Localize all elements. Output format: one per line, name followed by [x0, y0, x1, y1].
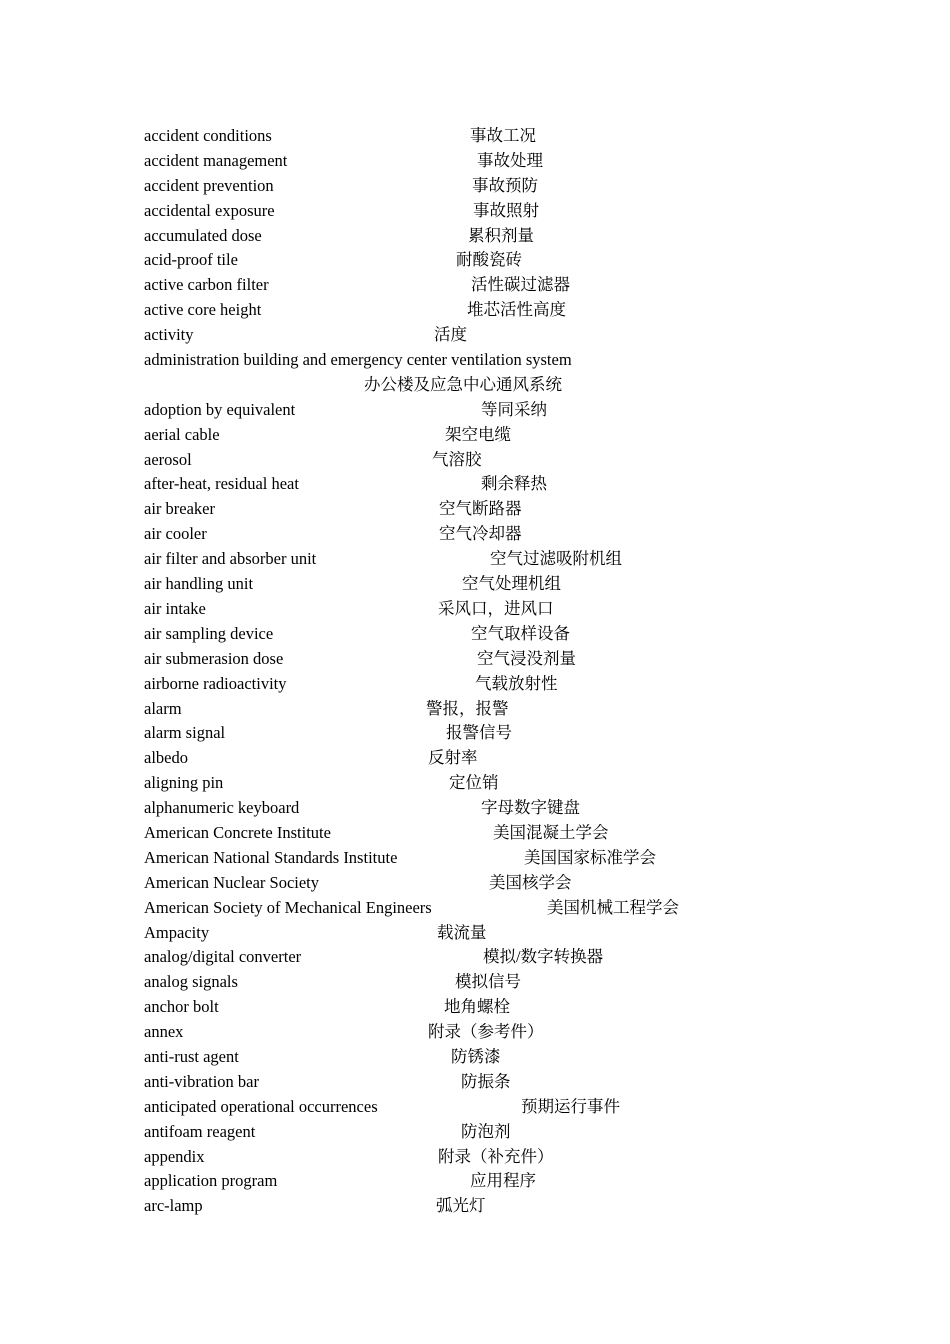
glossary-entry [144, 1145, 844, 1170]
glossary-entry [144, 1020, 844, 1045]
chinese-term: 美国国家标准学会 [524, 847, 656, 867]
chinese-term: 采风口，进风口 [438, 598, 554, 618]
glossary-entry [144, 149, 844, 174]
glossary-entry [144, 547, 844, 572]
english-term: analog/digital converter [144, 947, 302, 967]
english-term: accident conditions [144, 126, 272, 145]
chinese-term: 附录（参考件） [428, 1022, 544, 1042]
english-term: activity [144, 325, 194, 345]
glossary-entry [144, 1070, 844, 1095]
english-term: arc-lamp [144, 1196, 203, 1216]
english-term: appendix [144, 1146, 205, 1166]
english-term: after-heat, residual heat [144, 474, 299, 494]
english-term: active core height [144, 300, 262, 320]
english-term: American Concrete Institute [144, 822, 331, 842]
glossary-entry [144, 174, 844, 199]
english-term: analog signals [144, 972, 238, 992]
glossary-entry [144, 995, 844, 1020]
english-term: anticipated operational occurrences [144, 1096, 378, 1116]
glossary-entry [144, 1095, 844, 1120]
glossary-entry [144, 871, 844, 896]
glossary-entry [144, 672, 844, 697]
chinese-term: 气溶胶 [432, 449, 482, 469]
chinese-term: 活性碳过滤器 [471, 275, 570, 295]
english-term: air sampling device [144, 623, 274, 643]
glossary-entry [144, 497, 844, 522]
glossary-list [144, 124, 844, 1219]
chinese-term: 累积剂量 [468, 225, 534, 245]
chinese-term: 等同采纳 [481, 399, 547, 419]
glossary-entry [144, 1194, 844, 1219]
chinese-term: 事故照射 [473, 200, 539, 220]
chinese-term: 美国核学会 [489, 872, 572, 892]
english-term: American Society of Mechanical Engineers [144, 897, 432, 917]
chinese-term: 活度 [434, 325, 467, 345]
english-term: aerosol [144, 449, 192, 469]
english-term: airborne radioactivity [144, 673, 287, 693]
glossary-entry [144, 199, 844, 224]
glossary-entry [144, 522, 844, 547]
glossary-entry [144, 1169, 844, 1194]
english-term: alarm [144, 698, 182, 718]
chinese-term: 应用程序 [470, 1171, 536, 1191]
english-term: albedo [144, 748, 188, 768]
chinese-term: 载流量 [437, 922, 487, 942]
chinese-term: 警报，报警 [426, 698, 509, 718]
chinese-term: 气载放射性 [475, 673, 558, 693]
glossary-entry [144, 398, 844, 423]
chinese-term: 模拟/数字转换器 [483, 947, 604, 967]
chinese-term: 空气过滤吸附机组 [490, 549, 622, 569]
glossary-entry [144, 1120, 844, 1145]
chinese-term: 办公楼及应急中心通风系统 [364, 374, 562, 394]
glossary-entry [144, 124, 844, 149]
chinese-term: 空气浸没剂量 [477, 648, 576, 668]
glossary-entry [144, 921, 844, 946]
chinese-term: 空气取样设备 [471, 623, 570, 643]
glossary-entry [144, 348, 844, 398]
glossary-entry [144, 1045, 844, 1070]
glossary-entry [144, 796, 844, 821]
english-term: aligning pin [144, 773, 224, 793]
chinese-term: 字母数字键盘 [481, 798, 580, 818]
english-term: anti-vibration bar [144, 1071, 260, 1091]
chinese-term: 架空电缆 [445, 424, 511, 444]
chinese-term: 模拟信号 [455, 972, 521, 992]
glossary-entry [144, 323, 844, 348]
english-term: accumulated dose [144, 225, 262, 245]
glossary-entry [144, 448, 844, 473]
english-term: air submerasion dose [144, 648, 284, 668]
glossary-entry [144, 298, 844, 323]
english-term: anti-rust agent [144, 1046, 239, 1066]
glossary-entry [144, 896, 844, 921]
chinese-term: 事故预防 [472, 175, 538, 195]
glossary-entry [144, 647, 844, 672]
english-term: administration building and emergency center ventilation system [144, 350, 572, 370]
english-term: antifoam reagent [144, 1121, 256, 1141]
chinese-term: 预期运行事件 [521, 1096, 620, 1116]
glossary-entry [144, 970, 844, 995]
chinese-term: 地角螺栓 [444, 997, 510, 1017]
english-term: American National Standards Institute [144, 847, 398, 867]
glossary-entry [144, 472, 844, 497]
english-term: American Nuclear Society [144, 872, 320, 892]
english-term: adoption by equivalent [144, 399, 296, 419]
chinese-term: 附录（补充件） [438, 1146, 554, 1166]
chinese-term: 事故工况 [470, 126, 536, 145]
english-term: accident prevention [144, 175, 274, 195]
glossary-entry [144, 821, 844, 846]
chinese-term: 美国混凝土学会 [493, 822, 609, 842]
chinese-term: 空气处理机组 [462, 574, 561, 594]
english-term: air intake [144, 598, 206, 618]
chinese-term: 空气冷却器 [439, 524, 522, 544]
chinese-term: 耐酸瓷砖 [456, 250, 522, 270]
chinese-term: 防锈漆 [451, 1046, 501, 1066]
glossary-entry [144, 248, 844, 273]
glossary-entry [144, 423, 844, 448]
chinese-term: 反射率 [428, 748, 478, 768]
glossary-entry [144, 224, 844, 249]
english-term: annex [144, 1022, 184, 1042]
english-term: air breaker [144, 499, 215, 519]
chinese-term: 报警信号 [446, 723, 512, 743]
glossary-entry [144, 771, 844, 796]
glossary-entry [144, 697, 844, 722]
english-term: application program [144, 1171, 278, 1191]
chinese-term: 定位销 [449, 773, 499, 793]
chinese-term: 弧光灯 [436, 1196, 486, 1216]
glossary-entry [144, 945, 844, 970]
chinese-term: 防泡剂 [461, 1121, 511, 1141]
english-term: accident management [144, 150, 288, 170]
glossary-entry [144, 846, 844, 871]
chinese-term: 事故处理 [477, 150, 543, 170]
glossary-entry [144, 273, 844, 298]
chinese-term: 空气断路器 [439, 499, 522, 519]
glossary-entry [144, 746, 844, 771]
glossary-entry [144, 622, 844, 647]
chinese-term: 剩余释热 [481, 474, 547, 494]
english-term: Ampacity [144, 922, 210, 942]
english-term: accidental exposure [144, 200, 275, 220]
chinese-term: 美国机械工程学会 [547, 897, 679, 917]
english-term: acid-proof tile [144, 250, 238, 270]
chinese-term: 堆芯活性高度 [467, 300, 566, 320]
glossary-entry [144, 572, 844, 597]
english-term: aerial cable [144, 424, 220, 444]
english-term: anchor bolt [144, 997, 219, 1017]
english-term: air cooler [144, 524, 207, 544]
english-term: air handling unit [144, 574, 254, 594]
english-term: alphanumeric keyboard [144, 798, 300, 818]
chinese-term: 防振条 [461, 1071, 511, 1091]
glossary-entry [144, 597, 844, 622]
english-term: alarm signal [144, 723, 226, 743]
english-term: air filter and absorber unit [144, 549, 317, 569]
glossary-entry [144, 721, 844, 746]
english-term: active carbon filter [144, 275, 269, 295]
